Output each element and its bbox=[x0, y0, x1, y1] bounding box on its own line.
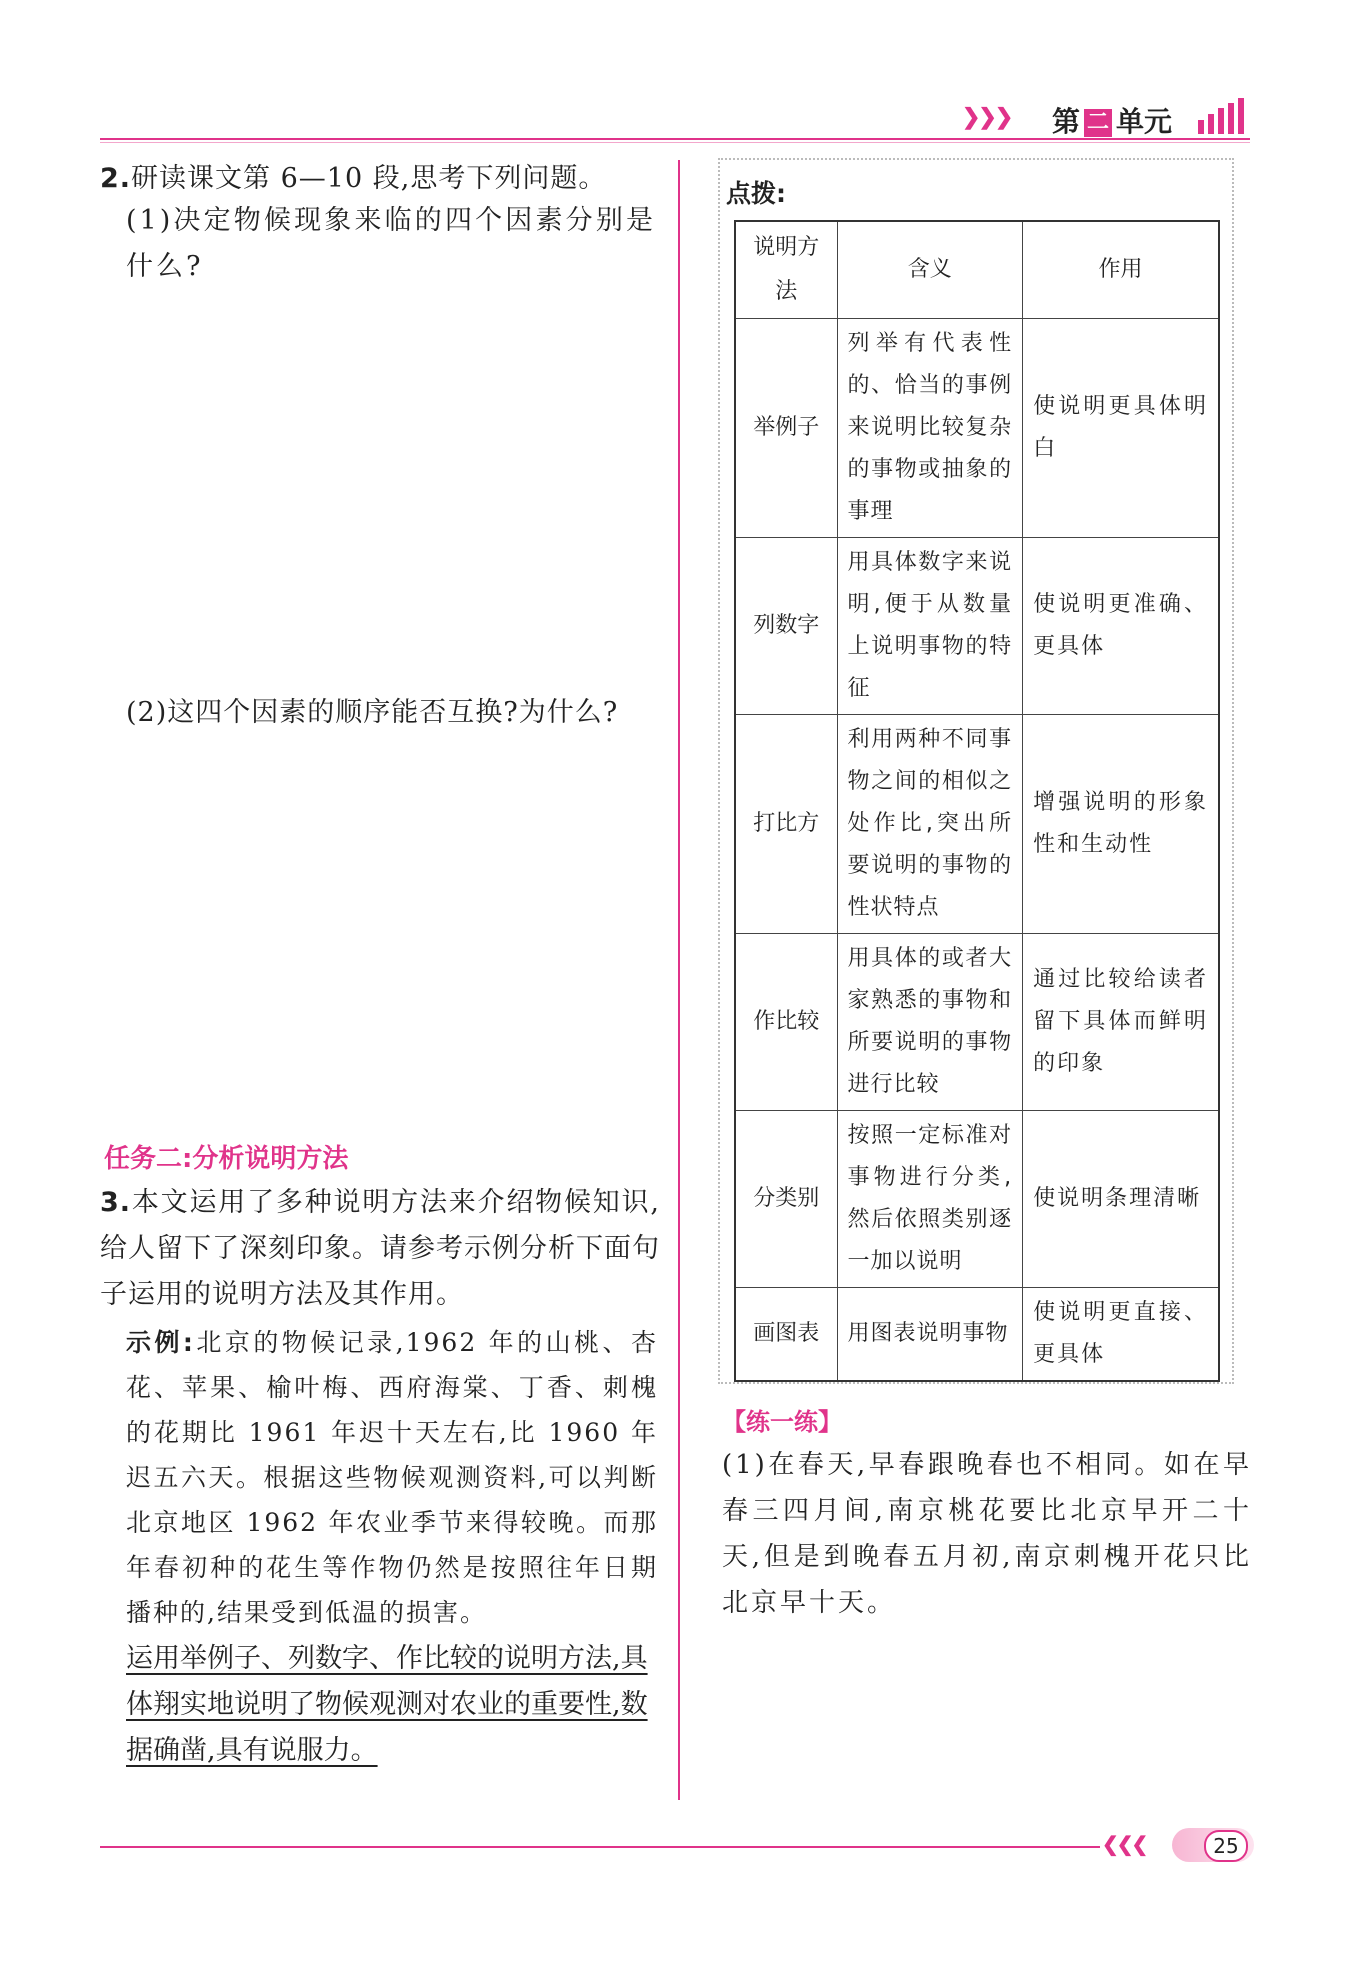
header-rule-thin bbox=[100, 142, 1250, 143]
question-2-part-1: (1)决定物候现象来临的四个因素分别是什么? bbox=[126, 205, 656, 282]
unit-number: 二 bbox=[1084, 109, 1112, 137]
table-cell-effect: 增强说明的形象性和生动性 bbox=[1023, 715, 1219, 934]
signal-bars-icon bbox=[1196, 96, 1250, 136]
table-row bbox=[735, 538, 1219, 715]
footer-arrows-icon: ❮❮❮ bbox=[1102, 1832, 1147, 1856]
table-cell-meaning: 用具体数字来说明,便于从数量上说明事物的特征 bbox=[837, 538, 1023, 715]
example-answer-text: 运用举例子、列数字、作比较的说明方法,具体翔实地说明了物候观测对农业的重要性,数据确凿,具有说服力。 bbox=[126, 1643, 648, 1766]
table-header-row bbox=[735, 221, 1219, 319]
example-label: 示例: bbox=[126, 1328, 195, 1357]
question-2-text: 研读课文第 6—10 段,思考下列问题。 bbox=[131, 163, 607, 194]
table-row bbox=[735, 1288, 1219, 1382]
table-cell-effect: 使说明条理清晰 bbox=[1023, 1111, 1219, 1288]
table-row bbox=[735, 715, 1219, 934]
page-number-badge bbox=[1172, 1828, 1254, 1862]
table-cell-effect: 使说明更直接、更具体 bbox=[1023, 1288, 1219, 1382]
page-number: 25 bbox=[1204, 1830, 1248, 1862]
table-header: 含义 bbox=[837, 221, 1023, 319]
example-block bbox=[126, 1320, 658, 1635]
example-text: 北京的物候记录,1962 年的山桃、杏花、苹果、榆叶梅、西府海棠、丁香、刺槐的花期比 1961 年迟十天左右,比 1960 年迟五六天。根据这些物候观测资料,可以判断北京地区 1962 年农业季节来得较晚。而那年春初种的花生等作物仍然是按照往年日期播种的,结果受到低温的损害。 bbox=[126, 1328, 658, 1627]
table-cell-effect: 通过比较给读者留下具体而鲜明的印象 bbox=[1023, 934, 1219, 1111]
table-cell-method: 画图表 bbox=[735, 1288, 837, 1382]
tip-title: 点拨: bbox=[726, 179, 786, 208]
question-2 bbox=[100, 156, 606, 202]
table-cell-effect: 使说明更准确、更具体 bbox=[1023, 538, 1219, 715]
question-3-number: 3. bbox=[100, 1187, 132, 1218]
table-cell-method: 列数字 bbox=[735, 538, 837, 715]
table-cell-effect: 使说明更具体明白 bbox=[1023, 319, 1219, 538]
example-answer bbox=[126, 1636, 658, 1774]
question-3-text: 本文运用了多种说明方法来介绍物候知识,给人留下了深刻印象。请参考示例分析下面句子运用的说明方法及其作用。 bbox=[100, 1187, 660, 1310]
table-cell-meaning: 用图表说明事物 bbox=[837, 1288, 1023, 1382]
table-header: 说明方法 bbox=[735, 221, 837, 319]
practice-heading: 【练一练】 bbox=[722, 1408, 842, 1436]
table-row bbox=[735, 934, 1219, 1111]
table-cell-meaning: 按照一定标准对事物进行分类,然后依照类别逐一加以说明 bbox=[837, 1111, 1023, 1288]
table-cell-meaning: 利用两种不同事物之间的相似之处作比,突出所要说明的事物的性状特点 bbox=[837, 715, 1023, 934]
table-cell-meaning: 用具体的或者大家熟悉的事物和所要说明的事物进行比较 bbox=[837, 934, 1023, 1111]
table-cell-method: 作比较 bbox=[735, 934, 837, 1111]
unit-title bbox=[1052, 100, 1172, 140]
table-header: 作用 bbox=[1023, 221, 1219, 319]
header-rule bbox=[100, 138, 1250, 140]
column-divider bbox=[678, 160, 680, 1800]
question-2-number: 2. bbox=[100, 163, 132, 194]
question-3 bbox=[100, 1180, 660, 1318]
task-2-heading: 任务二:分析说明方法 bbox=[104, 1144, 349, 1174]
footer-rule bbox=[100, 1846, 1100, 1848]
table-cell-method: 打比方 bbox=[735, 715, 837, 934]
unit-prefix: 第 bbox=[1052, 105, 1081, 138]
methods-table bbox=[734, 220, 1220, 1382]
table-cell-meaning: 列举有代表性的、恰当的事例来说明比较复杂的事物或抽象的事理 bbox=[837, 319, 1023, 538]
question-2-part-2: (2)这四个因素的顺序能否互换?为什么? bbox=[126, 697, 619, 728]
practice-text: (1)在春天,早春跟晚春也不相同。如在早春三四月间,南京桃花要比北京早开二十天,但是到晚春五月初,南京刺槐开花只比北京早十天。 bbox=[722, 1450, 1252, 1618]
table-row bbox=[735, 1111, 1219, 1288]
table-cell-method: 举例子 bbox=[735, 319, 837, 538]
table-row bbox=[735, 319, 1219, 538]
table-cell-method: 分类别 bbox=[735, 1111, 837, 1288]
unit-suffix: 单元 bbox=[1116, 105, 1173, 138]
header-arrows-icon: ❯❯❯ bbox=[962, 104, 1012, 130]
